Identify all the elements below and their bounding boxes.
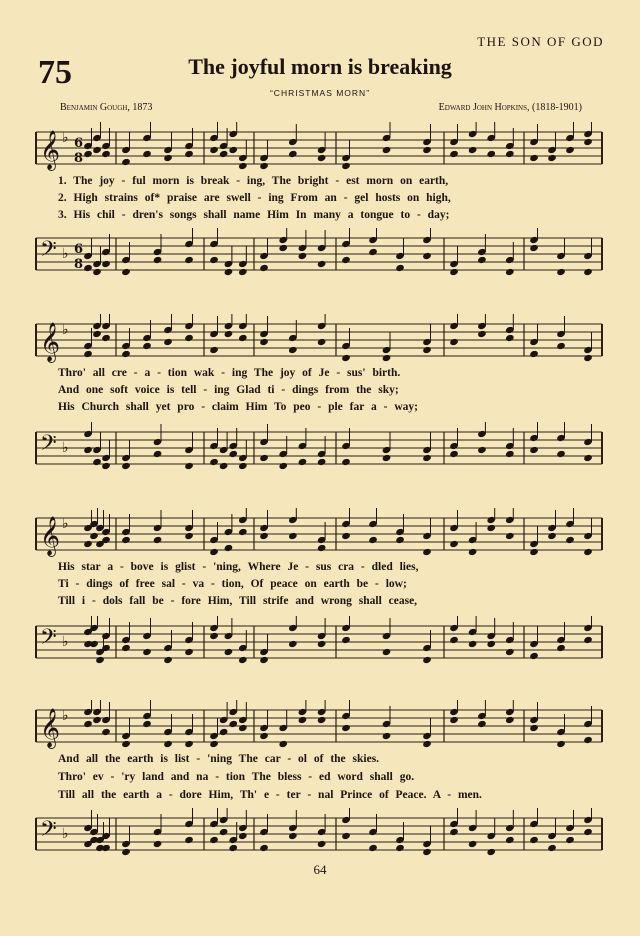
note-head [238,162,248,170]
note-head [583,268,593,276]
note-head [298,716,308,724]
note-head [395,536,405,544]
treble-clef-icon: 𝄞 [40,130,61,170]
note-head [477,256,487,264]
bass-clef-icon: 𝄢 [40,817,57,847]
note-head [278,740,288,748]
bass-staff [36,428,602,468]
time-signature: 8 [74,257,84,272]
staff-lines [36,814,602,854]
note-head [163,338,173,346]
staff-lines [36,320,602,360]
note-head [228,146,238,154]
note-head [422,848,432,856]
note-head [101,334,111,342]
note-head [209,458,219,466]
lyric-line: Till i - dols fall be - fore Him, Till strife and wrong shall cease, [58,595,418,607]
note-head [83,720,93,728]
note-head [153,450,163,458]
note-head [583,828,593,836]
note-head [92,458,102,466]
note-head [449,338,459,346]
note-head [219,462,229,470]
note-head [83,446,93,454]
note-head [163,154,173,162]
note-head [449,150,459,158]
note-head [259,844,269,852]
note-head [219,728,229,736]
note-head [395,264,405,272]
note-head [449,540,459,548]
note-head [238,334,248,342]
staff-lines [36,622,602,662]
note-head [468,840,478,848]
note-head [101,150,111,158]
note-head [209,836,219,844]
tune-name: “CHRISTMAS MORN” [269,88,371,98]
note-head [121,848,131,856]
note-head [486,640,496,648]
note-head [422,656,432,664]
note-head [422,740,432,748]
note-head [121,350,131,358]
note-head [288,832,298,840]
key-signature-flat-icon: ♭ [62,130,69,146]
note-head [317,640,327,648]
note-head [449,828,459,836]
note-head [529,350,539,358]
note-head [238,528,248,536]
note-head [547,532,557,540]
note-head [121,644,131,652]
note-head [259,532,269,540]
note-head [449,716,459,724]
note-head [288,346,298,354]
note-head [505,836,515,844]
note-head [317,716,327,724]
note-head [468,146,478,154]
page-number: 64 [313,862,327,877]
note-head [142,720,152,728]
composer-credit: Edward John Hopkins, (1818-1901) [438,102,582,113]
note-head [209,346,219,354]
note-head [101,462,111,470]
key-signature-flat-icon: ♭ [62,440,69,456]
key-signature-flat-icon: ♭ [62,634,69,650]
note-head [583,548,593,556]
staff-lines [36,428,602,468]
note-head [259,656,269,664]
note-head [382,354,392,362]
note-head [395,844,405,852]
note-head [288,640,298,648]
note-head [224,268,234,276]
note-head [209,632,219,640]
note-head [259,162,269,170]
note-head [101,844,111,852]
note-head [153,840,163,848]
note-head [505,648,515,656]
note-head [382,648,392,656]
lyric-line: Till all the earth a - dore Him, Th' e - ter - nal Prince of Peace. A - men. [58,789,482,801]
note-head [317,840,327,848]
note-head [259,454,269,462]
note-head [486,848,496,856]
note-head [184,648,194,656]
key-signature-flat-icon: ♭ [62,246,69,262]
note-head [89,532,99,540]
note-head [224,330,234,338]
treble-clef-icon: 𝄞 [40,516,61,556]
note-head [83,150,93,158]
note-head [368,844,378,852]
note-head [341,832,351,840]
note-head [163,740,173,748]
note-head [298,458,308,466]
note-head [317,458,327,466]
note-head [121,462,131,470]
treble-staff [36,514,602,554]
key-signature-flat-icon: ♭ [62,322,69,338]
note-head [101,260,111,268]
note-head [238,656,248,664]
lyric-line: 1. The joy - ful morn is break - ing, The bright - est morn on earth, [58,175,449,187]
note-head [341,636,351,644]
key-signature-flat-icon: ♭ [62,516,69,532]
note-head [184,532,194,540]
note-head [583,354,593,362]
note-head [468,548,478,556]
bass-clef-icon: 𝄢 [40,431,57,461]
note-head [238,832,248,840]
note-head [288,150,298,158]
bass-clef-icon: 𝄢 [40,625,57,655]
note-head [89,640,99,648]
note-head [583,454,593,462]
note-head [449,450,459,458]
note-head [121,740,131,748]
note-head [341,162,351,170]
time-signature: 6 [74,242,84,257]
note-head [565,836,575,844]
note-head [92,716,102,724]
note-head [184,740,194,748]
note-head [422,346,432,354]
note-head [529,154,539,162]
note-head [556,342,566,350]
note-head [468,640,478,648]
note-head [298,252,308,260]
note-head [449,268,459,276]
note-head [209,256,219,264]
note-head [486,150,496,158]
note-head [92,268,102,276]
note-head [505,716,515,724]
bass-staff [36,622,602,662]
note-head [83,540,93,548]
note-head [556,268,566,276]
note-head [184,150,194,158]
note-head [184,462,194,470]
note-head [238,462,248,470]
note-head [449,636,459,644]
staff-lines [36,514,602,554]
note-head [259,338,269,346]
note-head [477,330,487,338]
note-head [565,146,575,154]
staff-lines [36,234,602,274]
time-signature: 8 [74,151,84,166]
note-head [505,334,515,342]
hymn-number: 75 [38,54,72,91]
note-head [238,268,248,276]
note-head [505,150,515,158]
note-head [565,536,575,544]
note-head [317,154,327,162]
note-head [422,548,432,556]
note-head [317,338,327,346]
key-signature-flat-icon: ♭ [62,708,69,724]
note-head [219,150,229,158]
note-head [228,450,238,458]
lyric-line: And all the earth is list - 'ning The car - ol of the skies. [58,753,380,765]
staff-lines [36,128,602,168]
note-head [529,548,539,556]
note-head [121,536,131,544]
note-head [382,146,392,154]
lyric-line: His Church shall yet pro - claim Him To peo - ple far a - way; [58,401,418,413]
bass-staff [36,234,602,274]
note-head [209,146,219,154]
note-head [121,158,131,166]
note-head [422,146,432,154]
note-head [121,268,131,276]
note-head [505,532,515,540]
note-head [142,150,152,158]
lyric-line: 2. High strains of* praise are swell - ing From an - gel hosts on high, [58,192,451,204]
note-head [529,836,539,844]
lyric-line: His star a - bove is glist - 'ning, Where Je - sus cra - dled lies, [58,561,419,573]
note-head [529,446,539,454]
note-head [317,260,327,268]
key-signature-flat-icon: ♭ [62,826,69,842]
note-head [278,462,288,470]
note-head [163,656,173,664]
note-head [184,334,194,342]
note-head [341,458,351,466]
note-head [382,454,392,462]
note-head [368,536,378,544]
bass-clef-icon: 𝄢 [40,237,57,267]
lyric-line: Ti - dings of free sal - va - tion, Of peace on earth be - low; [58,578,407,590]
note-head [209,740,219,748]
note-head [341,532,351,540]
note-head [422,454,432,462]
treble-clef-icon: 𝄞 [40,708,61,748]
note-head [228,720,238,728]
note-head [556,450,566,458]
note-head [505,450,515,458]
note-head [368,248,378,256]
note-head [92,330,102,338]
bass-staff [36,814,602,854]
note-head [224,544,234,552]
treble-clef-icon: 𝄞 [40,322,61,362]
note-head [83,264,93,272]
note-head [142,648,152,656]
note-head [219,828,229,836]
note-head [556,644,566,652]
note-head [184,836,194,844]
note-head [101,728,111,736]
note-head [382,732,392,740]
staff-lines [36,706,602,746]
note-head [317,544,327,552]
note-head [95,656,105,664]
note-head [228,844,238,852]
note-head [153,536,163,544]
note-head [505,268,515,276]
time-signature: 6 [74,136,84,151]
note-head [529,652,539,660]
note-head [547,844,557,852]
note-head [556,740,566,748]
note-head [583,736,593,744]
note-head [83,350,93,358]
treble-staff [36,706,602,746]
note-head [341,256,351,264]
treble-staff [36,128,602,168]
note-head [477,720,487,728]
lyric-line: Thro' ev - 'ry land and na - tion The bless - ed word shall go. [58,771,415,783]
hymn-title: The joyful morn is breaking [188,54,452,79]
note-head [278,244,288,252]
note-head [477,446,487,454]
treble-staff [36,320,602,360]
note-head [422,252,432,260]
note-head [529,724,539,732]
note-head [238,724,248,732]
section-title: THE SON OF GOD [477,34,604,49]
note-head [209,548,219,556]
note-head [142,342,152,350]
note-head [288,532,298,540]
note-head [92,146,102,154]
lyric-line: 3. His chil - dren's songs shall name Him In many a tongue to - day; [58,209,450,221]
lyric-line: Thro' all cre - a - tion wak - ing The joy of Je - sus' birth. [58,367,401,379]
note-head [341,724,351,732]
note-head [529,244,539,252]
note-head [341,354,351,362]
note-head [224,648,234,656]
note-head [259,732,269,740]
note-head [259,264,269,272]
note-head [583,138,593,146]
note-head [184,256,194,264]
note-head [153,256,163,264]
lyric-line: And one soft voice is tell - ing Glad ti - dings from the sky; [58,384,399,396]
note-head [583,636,593,644]
author-credit: Benjamin Gough, 1873 [60,102,153,113]
note-head [486,524,496,532]
note-head [547,154,557,162]
